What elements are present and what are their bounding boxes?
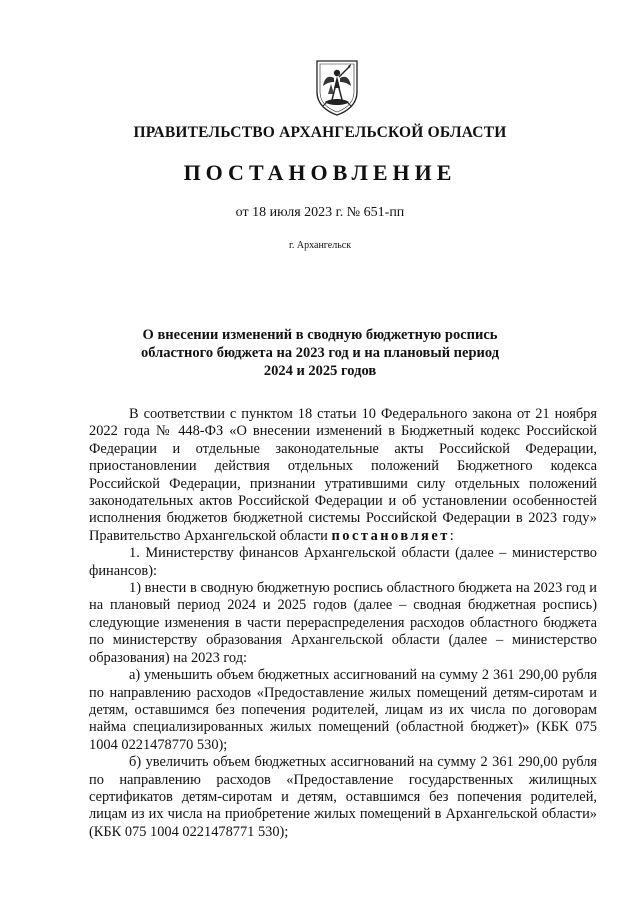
paragraph-1-subitem-1: 1) внести в сводную бюджетную роспись областного бюджета на 2023 год и на плановый период 2024 и 2025 годов (далее – сводная бюджетная роспись) следующие изменения в части перераспределения расходов областного бюджета по министерству образования Архангельской области (далее – министерство образования) на 2023 год:	[89, 580, 597, 666]
resolution-keyword: постановляет	[331, 527, 450, 544]
paragraph-1: 1. Министерству финансов Архангельской области (далее – министерство финансов):	[89, 545, 597, 579]
document-city: г. Архангельск	[288, 240, 352, 251]
preamble-paragraph	[89, 406, 597, 545]
document-type: ПОСТАНОВЛЕНИЕ	[183, 160, 457, 185]
title-line: областного бюджета на 2023 год и на плановый период	[140, 345, 500, 361]
preamble-end: :	[449, 527, 454, 544]
title-line: О внесении изменений в сводную бюджетную роспись	[142, 327, 498, 343]
paragraph-1-subitem-a: а) уменьшить объем бюджетных ассигнований на сумму 2 361 290,00 рубля по направлению расходов «Предоставление жилых помещений детям-сиротам и детям, оставшимся без попечения родителей, лицам из их числа по договорам найма специализированных жилых помещений (областной бюджет)» (КБК 075 1004 0221478770 530);	[89, 667, 597, 753]
coat-of-arms-icon	[313, 58, 361, 116]
organization-name: ПРАВИТЕЛЬСТВО АРХАНГЕЛЬСКОЙ ОБЛАСТИ	[133, 124, 507, 141]
preamble-text: В соответствии с пунктом 18 статьи 10 Федерального закона от 21 ноября 2022 года № 448-ФЗ «О внесении изменений в Бюджетный кодекс Российской Федерации и отдельные законодательные акты Российской Федерации, приостановлении действия отдельных положений Бюджетного кодекса Российской Федерации, признании утратившими силу отдельных положений законодательных актов Российской Федерации и об установлении особенностей исполнения бюджетов бюджетной системы Российской Федерации в 2023 году» Правительство Архангельской области	[89, 406, 597, 544]
paragraph-1-subitem-b: б) увеличить объем бюджетных ассигнований на сумму 2 361 290,00 рубля по направлению расходов «Предоставление государственных жилищных сертификатов детям-сиротам и детям, оставшимся без попечения родителей, лицам из их числа на приобретение жилых помещений в Архангельской области» (КБК 075 1004 0221478771 530);	[89, 754, 597, 840]
document-body	[89, 406, 597, 841]
document-title	[120, 326, 520, 380]
document-date-number: от 18 июля 2023 г. № 651-пп	[235, 205, 405, 220]
title-line: 2024 и 2025 годов	[263, 363, 377, 379]
